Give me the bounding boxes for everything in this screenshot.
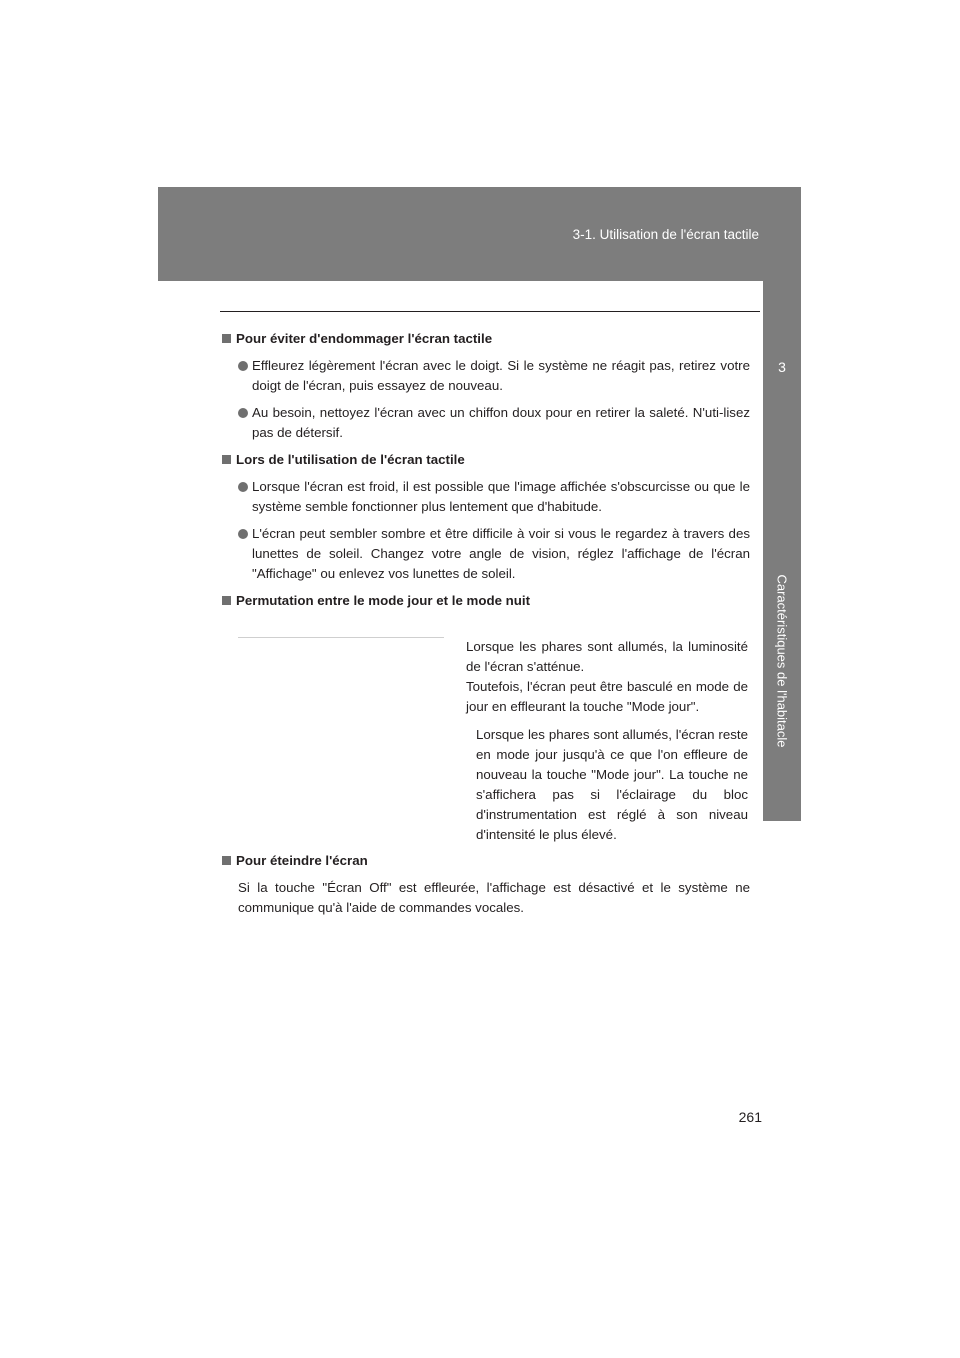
list-item: Au besoin, nettoyez l'écran avec un chiffon doux pour en retirer la saleté. N'uti-lisez pas de détersif. — [222, 403, 750, 443]
day-night-text — [466, 637, 748, 845]
heading-avoid-damage: Pour éviter d'endommager l'écran tactile — [222, 329, 750, 349]
day-night-block — [222, 611, 750, 851]
header-band — [158, 187, 801, 281]
round-bullet-icon — [238, 529, 248, 539]
round-bullet-icon — [238, 482, 248, 492]
chapter-tab — [763, 281, 801, 821]
round-bullet-icon — [238, 361, 248, 371]
note: Lorsque les phares sont allumés, l'écran reste en mode jour jusqu'à ce que l'on effleure de nouveau la touche "Mode jour". La touche ne s'affichera pas si l'éclairage du bloc d'instrumentation est réglé à son niveau d'intensité le plus élevé. — [476, 727, 748, 842]
square-bullet-icon — [222, 455, 231, 464]
chapter-label: Caractéristiques de l'habitacle — [774, 574, 790, 748]
top-divider — [220, 311, 760, 312]
paragraph: Lorsque les phares sont allumés, la luminosité de l'écran s'atténue. — [466, 639, 748, 674]
square-bullet-icon — [222, 596, 231, 605]
square-bullet-icon — [222, 856, 231, 865]
page-number: 261 — [738, 1109, 762, 1125]
list-item: Effleurez légèrement l'écran avec le doigt. Si le système ne réagit pas, retirez votre doigt de l'écran, puis essayez de nouveau. — [222, 356, 750, 396]
square-bullet-icon — [222, 334, 231, 343]
paragraph: Si la touche "Écran Off" est effleurée, l'affichage est désactivé et le système ne communique qu'à l'aide de commandes vocales. — [238, 880, 750, 915]
heading-day-night: Permutation entre le mode jour et le mode nuit — [222, 591, 750, 611]
heading-usage: Lors de l'utilisation de l'écran tactile — [222, 450, 750, 470]
round-bullet-icon — [238, 408, 248, 418]
page-content — [222, 329, 750, 918]
list-item: Lorsque l'écran est froid, il est possible que l'image affichée s'obscurcisse ou que le système semble fonctionner plus lentement que d'habitude. — [222, 477, 750, 517]
list-item: L'écran peut sembler sombre et être difficile à voir si vous le regardez à travers des lunettes de soleil. Changez votre angle de vision, réglez l'affichage de l'écran "Affichage" ou enlevez vos lunettes de soleil. — [222, 524, 750, 584]
section-title: 3-1. Utilisation de l'écran tactile — [572, 227, 759, 242]
illustration-placeholder — [238, 637, 444, 638]
chapter-number: 3 — [778, 359, 786, 375]
heading-turn-off: Pour éteindre l'écran — [222, 851, 750, 871]
paragraph: Toutefois, l'écran peut être basculé en mode de jour en effleurant la touche "Mode jour". — [466, 679, 748, 714]
